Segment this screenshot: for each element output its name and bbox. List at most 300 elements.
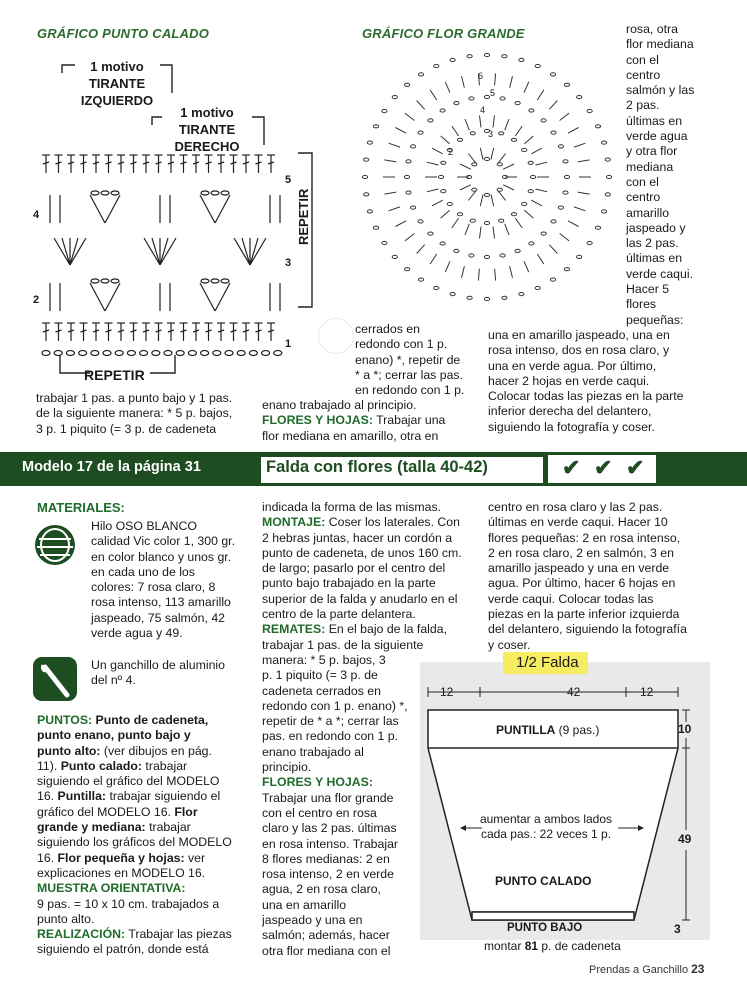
text-line <box>37 713 232 728</box>
flower-stitch-mark <box>460 185 471 190</box>
top-col1-text <box>36 391 232 437</box>
stitch-mark <box>115 351 123 356</box>
text-span: ver <box>184 850 206 865</box>
flower-stitch-mark <box>595 226 600 229</box>
text-span: una en amarillo <box>262 897 347 912</box>
flower-stitch-mark <box>493 116 495 128</box>
text-line: pequeñas: <box>626 312 684 327</box>
text-line: enano trabajado al principio. <box>262 398 417 412</box>
text-line <box>262 592 462 607</box>
text-line: flor mediana en amarillo, otra en <box>262 428 439 443</box>
flower-stitch-mark <box>469 97 474 100</box>
text-line: y coser. <box>488 637 531 652</box>
stitch-mark <box>234 238 250 265</box>
flower-stitch-mark <box>441 136 450 144</box>
text-line: inferior derecha del delantero, <box>488 404 652 419</box>
bold-span: MONTAJE: <box>262 515 326 530</box>
flower-stitch-mark <box>531 200 542 206</box>
text-span: trabajar <box>142 758 188 773</box>
grafico-calado-title: GRÁFICO PUNTO CALADO <box>37 26 210 41</box>
stitch-mark <box>101 279 109 283</box>
flower-stitch-mark <box>432 148 443 154</box>
flower-stitch-mark <box>529 242 534 245</box>
stitch-mark <box>201 351 209 356</box>
flower-stitch-mark <box>560 113 570 120</box>
flower-stitch-mark <box>578 160 590 162</box>
flower-stitch-mark <box>430 254 437 264</box>
text-line: del nº 4. <box>91 673 136 688</box>
flower-stitch-mark <box>563 160 568 163</box>
repetir-bottom-label: REPETIR <box>84 367 145 383</box>
text-span: cadeneta cerrados en <box>262 683 381 698</box>
stitch-mark <box>152 238 160 265</box>
flower-stitch-mark <box>524 261 529 272</box>
row-num-4: 4 <box>33 209 40 221</box>
difficulty-check-icon: ✔ <box>626 455 645 480</box>
text-line <box>262 500 462 515</box>
text-line: colores: 7 rosa claro, 8 <box>91 580 216 595</box>
flower-stitch-mark <box>367 210 372 213</box>
text-span: trabajar 1 pas. de la siguiente <box>262 637 424 652</box>
text-line: del delantero, siguiendo la fotografía <box>488 622 687 637</box>
flower-stitch-mark <box>535 286 540 289</box>
flower-stitch-mark <box>549 101 557 110</box>
flower-stitch-mark <box>405 234 415 241</box>
flower-stitch-mark <box>428 232 433 235</box>
flower-stitch-mark <box>497 163 502 166</box>
flower-stitch-mark <box>484 157 489 160</box>
flower-stitch-mark <box>602 141 607 144</box>
montar-note <box>484 939 621 953</box>
motivo-izq-line-2: TIRANTE <box>88 76 146 91</box>
flower-stitch-mark <box>480 116 482 128</box>
text-line: jaspeado y <box>626 220 686 235</box>
flores-hojas-label: FLORES Y HOJAS: <box>262 413 373 428</box>
flower-stitch-mark <box>515 102 520 105</box>
text-line: flores <box>626 297 657 312</box>
flower-stitch-mark <box>541 232 546 235</box>
flower-stitch-mark <box>505 224 509 235</box>
text-line: hacer 2 hojas en verde caqui. <box>488 373 650 388</box>
text-span: 8 flores medianas: 2 en <box>262 851 390 866</box>
text-line: amarillo jaspeado y una en verde <box>488 561 670 576</box>
flower-stitch-mark <box>467 55 472 58</box>
text-span: En el bajo de la falda, <box>325 622 448 637</box>
text-line: 2 en rosa claro, 2 en salmón, 3 en <box>488 545 674 560</box>
text-line <box>37 851 232 866</box>
text-line: verde agua y 49. <box>91 626 183 641</box>
stitch-mark <box>105 283 120 311</box>
flower-stitch-mark <box>564 175 569 178</box>
flower-stitch-mark <box>418 131 423 134</box>
stitch-mark <box>144 238 160 265</box>
text-line: * a *; cerrar las pas. <box>355 367 463 382</box>
flower-stitch-mark <box>440 242 445 245</box>
text-span: punto de cadeneta, de unos 160 cm. <box>262 545 462 560</box>
bold-span: Punto de cadeneta, <box>92 713 209 727</box>
text-line <box>37 897 232 912</box>
flower-stitch-mark <box>382 241 387 244</box>
page-footer <box>589 962 704 976</box>
flower-stitch-mark <box>472 163 477 166</box>
flower-stitch-mark <box>595 125 600 128</box>
text-line: rosa intenso, 113 amarillo <box>91 595 231 610</box>
flower-stitch-mark <box>452 126 459 136</box>
flower-stitch-mark <box>438 175 443 178</box>
stitch-mark <box>164 351 172 356</box>
stitch-mark <box>250 238 258 265</box>
flower-stitch-mark <box>493 227 495 239</box>
stitch-mark <box>188 351 196 356</box>
flower-stitch-mark <box>550 73 555 76</box>
flower-stitch-mark <box>445 261 450 272</box>
flower-stitch-mark <box>574 207 585 211</box>
flower-stitch-mark <box>411 145 416 148</box>
row-num-1: 1 <box>285 338 292 350</box>
text-line: salmón y las <box>626 83 695 98</box>
text-line: verde caqui. Colocar todas las <box>488 591 654 606</box>
flower-stitch-mark <box>558 206 563 209</box>
motivo-der-line-2: TIRANTE <box>178 122 236 137</box>
text-span: de largo; pasarlo por el centro del <box>262 561 446 576</box>
text-line: enano) *, repetir de <box>355 352 461 367</box>
flower-stitch-mark <box>445 82 450 93</box>
flower-stitch-mark <box>558 145 563 148</box>
text-line <box>262 622 462 637</box>
text-span: agua, 2 en rosa claro, <box>262 882 381 897</box>
flower-stitch-mark <box>428 119 433 122</box>
motivo-der-line-1: 1 motivo <box>180 105 234 120</box>
stitch-mark <box>105 195 120 223</box>
text-span: punto alto. <box>37 911 95 926</box>
flower-stitch-mark <box>606 175 611 178</box>
stitch-mark <box>221 279 229 283</box>
text-line: flores pequeñas: 2 en rosa intenso, <box>488 530 681 545</box>
text-line: piezas en la parte inferior izquierda <box>488 607 680 622</box>
top-col2-text-a <box>355 322 464 398</box>
flower-stitch-mark <box>418 73 423 76</box>
text-line <box>37 942 232 957</box>
text-span: montar <box>484 939 525 953</box>
flower-stitch-mark <box>480 195 483 207</box>
text-line <box>37 820 232 835</box>
flower-stitch-mark <box>535 64 540 67</box>
text-line: trabajar 1 pas. a punto bajo y 1 pas. <box>36 391 233 405</box>
bold-span: Puntilla: <box>57 789 107 804</box>
stitch-mark <box>215 195 230 223</box>
flower-stitch-mark <box>505 119 509 130</box>
text-span: jaspeado y una en <box>262 913 363 928</box>
stitch-mark <box>176 351 184 356</box>
flower-stitch-mark <box>418 278 423 281</box>
text-span: otra flor mediana con el <box>262 943 391 958</box>
flower-stitch-mark <box>522 148 527 151</box>
flor-num-3: 3 <box>488 129 494 139</box>
flower-stitch-mark <box>441 190 446 193</box>
text-line <box>37 789 232 804</box>
flower-stitch-mark <box>478 269 479 281</box>
half-skirt-label: 1/2 Falda <box>516 654 579 671</box>
text-line: agua. Por último, hacer 6 hojas en <box>488 576 676 591</box>
text-line: y otra flor <box>626 144 678 159</box>
flower-stitch-mark <box>515 218 522 228</box>
text-span: trabajar <box>145 820 191 835</box>
flower-stitch-mark <box>467 296 472 299</box>
flower-stitch-mark <box>510 76 513 88</box>
flower-stitch-mark <box>498 191 506 200</box>
flower-stitch-mark <box>564 268 569 271</box>
text-span: explicaciones en MODELO 16. <box>37 865 206 880</box>
flower-stitch-mark <box>457 213 462 216</box>
stitch-mark <box>249 351 257 356</box>
flower-stitch-mark <box>434 286 439 289</box>
stitch-mark <box>221 191 229 195</box>
flower-stitch-mark <box>536 162 548 165</box>
bold-span: FLORES Y HOJAS: <box>262 775 373 790</box>
text-line: en color blanco y unos gr. <box>91 549 232 564</box>
flor-num-2: 2 <box>448 147 454 157</box>
bold-span: MUESTRA ORIENTATIVA: <box>37 881 186 896</box>
flower-stitch-mark <box>447 202 452 205</box>
flower-stitch-mark <box>469 254 474 257</box>
materiales-label: MATERIALES: <box>37 500 125 515</box>
bold-span: REMATES: <box>262 622 326 637</box>
flower-stitch-mark <box>484 255 489 258</box>
flower-stitch-mark <box>392 96 397 99</box>
stitch-mark <box>90 195 105 223</box>
flower-stitch-mark <box>502 296 507 299</box>
text-line: flor mediana <box>626 37 694 52</box>
flower-stitch-mark <box>577 96 582 99</box>
flor-num-5: 5 <box>490 88 496 98</box>
flower-stitch-mark <box>495 269 496 281</box>
text-span: en rosa intenso. Trabajar <box>262 836 399 851</box>
text-span: (ver dibujos en pág. <box>100 743 212 758</box>
yarn-ball-icon <box>33 523 77 567</box>
flower-stitch-mark <box>465 119 469 130</box>
text-span: 16. <box>37 789 58 804</box>
text-span: p. 1 piquito (= 3 p. de <box>262 668 378 683</box>
text-line: cada pas.: 22 veces 1 p. <box>480 827 612 841</box>
stitch-mark <box>70 238 86 265</box>
text-line: 3 p. 1 piquito (= 3 p. de cadeneta <box>36 421 217 436</box>
flower-stitch-mark <box>427 162 439 165</box>
text-span: repetir de * a *; cerrar las <box>262 714 399 729</box>
flower-stitch-mark <box>484 297 489 300</box>
flower-stitch-mark <box>500 97 505 100</box>
text-span: superior de la falda y anudarlo en el <box>262 591 458 606</box>
flower-stitch-mark <box>549 245 557 254</box>
flower-stitch-mark <box>499 132 504 135</box>
text-line: de la siguiente manera: * 5 p. bajos, <box>36 406 233 421</box>
top-col3-narrow <box>626 22 694 328</box>
punto-bajo-label: PUNTO BAJO <box>507 922 583 934</box>
flower-stitch-mark <box>404 175 409 178</box>
text-line: amarillo <box>626 205 670 220</box>
bottom-col3-text <box>488 500 687 653</box>
stitch-mark <box>66 351 74 356</box>
text-line <box>262 576 462 591</box>
dim-49: 49 <box>678 832 692 846</box>
text-span: pas. en redondo con 1 p. <box>262 729 399 744</box>
flower-stitch-mark <box>578 192 590 194</box>
flower-stitch-mark <box>568 221 579 227</box>
text-span: redondo con 1 p. enano) *, <box>262 698 408 713</box>
stitch-mark <box>160 238 176 265</box>
text-line <box>262 607 462 622</box>
text-line <box>262 515 462 530</box>
text-span: 16. <box>37 850 58 865</box>
punto-calado-label: PUNTO CALADO <box>495 874 592 888</box>
stitch-mark <box>200 283 215 311</box>
stitch-mark <box>213 351 221 356</box>
row-num-2: 2 <box>33 294 40 306</box>
text-span: trabajar siguiendo el <box>106 789 221 804</box>
text-line: con el <box>626 174 659 189</box>
flower-stitch-mark <box>568 128 579 134</box>
bold-span: punto enano, punto bajo y <box>37 728 191 743</box>
stitch-count: 81 <box>524 939 539 953</box>
stitch-mark <box>127 351 135 356</box>
flower-stitch-mark <box>524 136 533 144</box>
flower-stitch-mark <box>454 102 459 105</box>
flower-stitch-mark <box>480 148 483 160</box>
flower-stitch-mark <box>480 227 482 239</box>
flower-stitch-mark <box>495 73 496 85</box>
flower-stitch-mark <box>524 210 533 218</box>
text-line: cerrados en <box>355 322 420 336</box>
text-line: centro en rosa claro y las 2 pas. <box>488 500 663 514</box>
flower-stitch-mark <box>510 266 513 278</box>
text-line: rosa, otra <box>626 22 678 36</box>
stitch-mark <box>90 283 105 311</box>
stitch-mark <box>242 238 250 265</box>
stitch-mark <box>111 279 119 283</box>
bold-span: Flor <box>174 804 198 819</box>
dim-10: 10 <box>678 722 692 736</box>
flower-stitch-mark <box>484 95 489 98</box>
flower-stitch-mark <box>440 109 445 112</box>
text-span: manera: * 5 p. bajos, 3 <box>262 652 386 667</box>
flower-stitch-mark <box>536 189 548 192</box>
text-line <box>262 638 462 653</box>
aumentar-note <box>476 812 616 842</box>
text-line <box>37 744 232 759</box>
text-line: una en amarillo jaspeado, una en <box>488 328 670 342</box>
text-line: centro <box>626 67 661 82</box>
flower-stitch-mark <box>551 131 556 134</box>
flower-stitch-mark <box>468 154 476 163</box>
stitch-mark <box>250 238 266 265</box>
flower-stitch-mark <box>392 255 397 258</box>
stitch-mark <box>54 238 70 265</box>
flower-stitch-mark <box>417 245 425 254</box>
text-span: 9 pas. = 10 x 10 cm. trabajados a <box>37 896 220 911</box>
text-line: en cada uno de los <box>91 564 195 579</box>
stitch-mark <box>103 351 111 356</box>
text-line <box>37 805 232 820</box>
bold-span: PUNTOS: <box>37 713 93 727</box>
flower-stitch-mark <box>418 220 423 223</box>
stitch-mark <box>262 351 270 356</box>
flower-stitch-mark <box>502 55 507 58</box>
flower-stitch-mark <box>564 83 569 86</box>
stitch-mark <box>70 238 78 265</box>
dim-left: 12 <box>440 685 454 699</box>
dim-3: 3 <box>674 922 681 936</box>
text-line: rosa intenso, dos en rosa claro, y <box>488 343 670 358</box>
stitch-mark <box>237 351 245 356</box>
stitch-mark <box>140 351 148 356</box>
banner-title: Falda con flores (talla 40-42) <box>266 458 488 476</box>
text-span: punto bajo trabajado en la parte <box>262 576 436 591</box>
text-span: siguiendo el gráfico del MODELO <box>37 774 220 789</box>
flower-stitch-mark <box>411 206 416 209</box>
flower-stitch-mark <box>362 175 367 178</box>
flower-stitch-mark <box>528 161 533 164</box>
text-line: las 2 pas. <box>626 236 679 251</box>
flower-stitch-mark <box>522 202 527 205</box>
flower-stitch-mark <box>484 221 489 224</box>
flower-stitch-mark <box>524 82 529 93</box>
flower-stitch-mark <box>405 268 410 271</box>
text-span: Trabajar una flor grande <box>262 790 394 805</box>
text-line: últimas en <box>626 113 683 128</box>
stitch-mark <box>91 191 99 195</box>
flower-stitch-mark <box>602 210 607 213</box>
bold-span: Flor pequeña y hojas: <box>57 850 185 865</box>
text-line <box>37 728 232 743</box>
puntilla-label <box>496 723 599 737</box>
stitch-mark <box>211 279 219 283</box>
flower-stitch-mark <box>515 126 522 136</box>
text-line: redondo con 1 p. <box>355 337 448 352</box>
text-line: una en verde agua. Por último, <box>488 358 657 373</box>
text-line: calidad Vic color 1, 300 gr. <box>91 534 236 549</box>
motivo-izq-line-1: 1 motivo <box>90 59 144 74</box>
flower-stitch-mark <box>587 109 592 112</box>
bold-span: REALIZACIÓN: <box>37 927 126 942</box>
flower-stitch-mark <box>460 164 471 169</box>
flower-stitch-mark <box>454 249 459 252</box>
stitch-mark <box>79 351 87 356</box>
flower-stitch-mark <box>537 90 544 100</box>
text-span: enano trabajado al <box>262 744 364 759</box>
materiales-text <box>91 519 235 641</box>
text-line: Colocar todas las piezas en la parte <box>488 389 684 404</box>
flower-stitch-mark <box>605 158 610 161</box>
repetir-side-label: REPETIR <box>296 188 311 245</box>
text-line <box>37 835 232 850</box>
text-span: Coser los laterales. Con <box>325 515 460 530</box>
stitch-mark <box>211 191 219 195</box>
flower-stitch-mark <box>406 191 411 194</box>
text-span: con el centro en rosa <box>262 805 377 820</box>
text-line: Hilo OSO BLANCO <box>91 519 197 533</box>
flower-stitch-mark <box>484 53 489 56</box>
flower-stitch-mark <box>541 119 546 122</box>
stitch-mark <box>91 279 99 283</box>
text-span: Trabajar una <box>372 413 446 428</box>
flower-stitch-mark <box>430 90 437 100</box>
text-span: claro y las 2 pas. últimas <box>262 821 397 836</box>
flower-stitch-mark <box>519 293 524 296</box>
stitch-mark <box>54 351 62 356</box>
difficulty-check-icon: ✔ <box>562 455 581 480</box>
stitch-mark <box>215 283 230 311</box>
flower-stitch-mark <box>382 109 387 112</box>
dim-mid: 42 <box>567 685 581 699</box>
